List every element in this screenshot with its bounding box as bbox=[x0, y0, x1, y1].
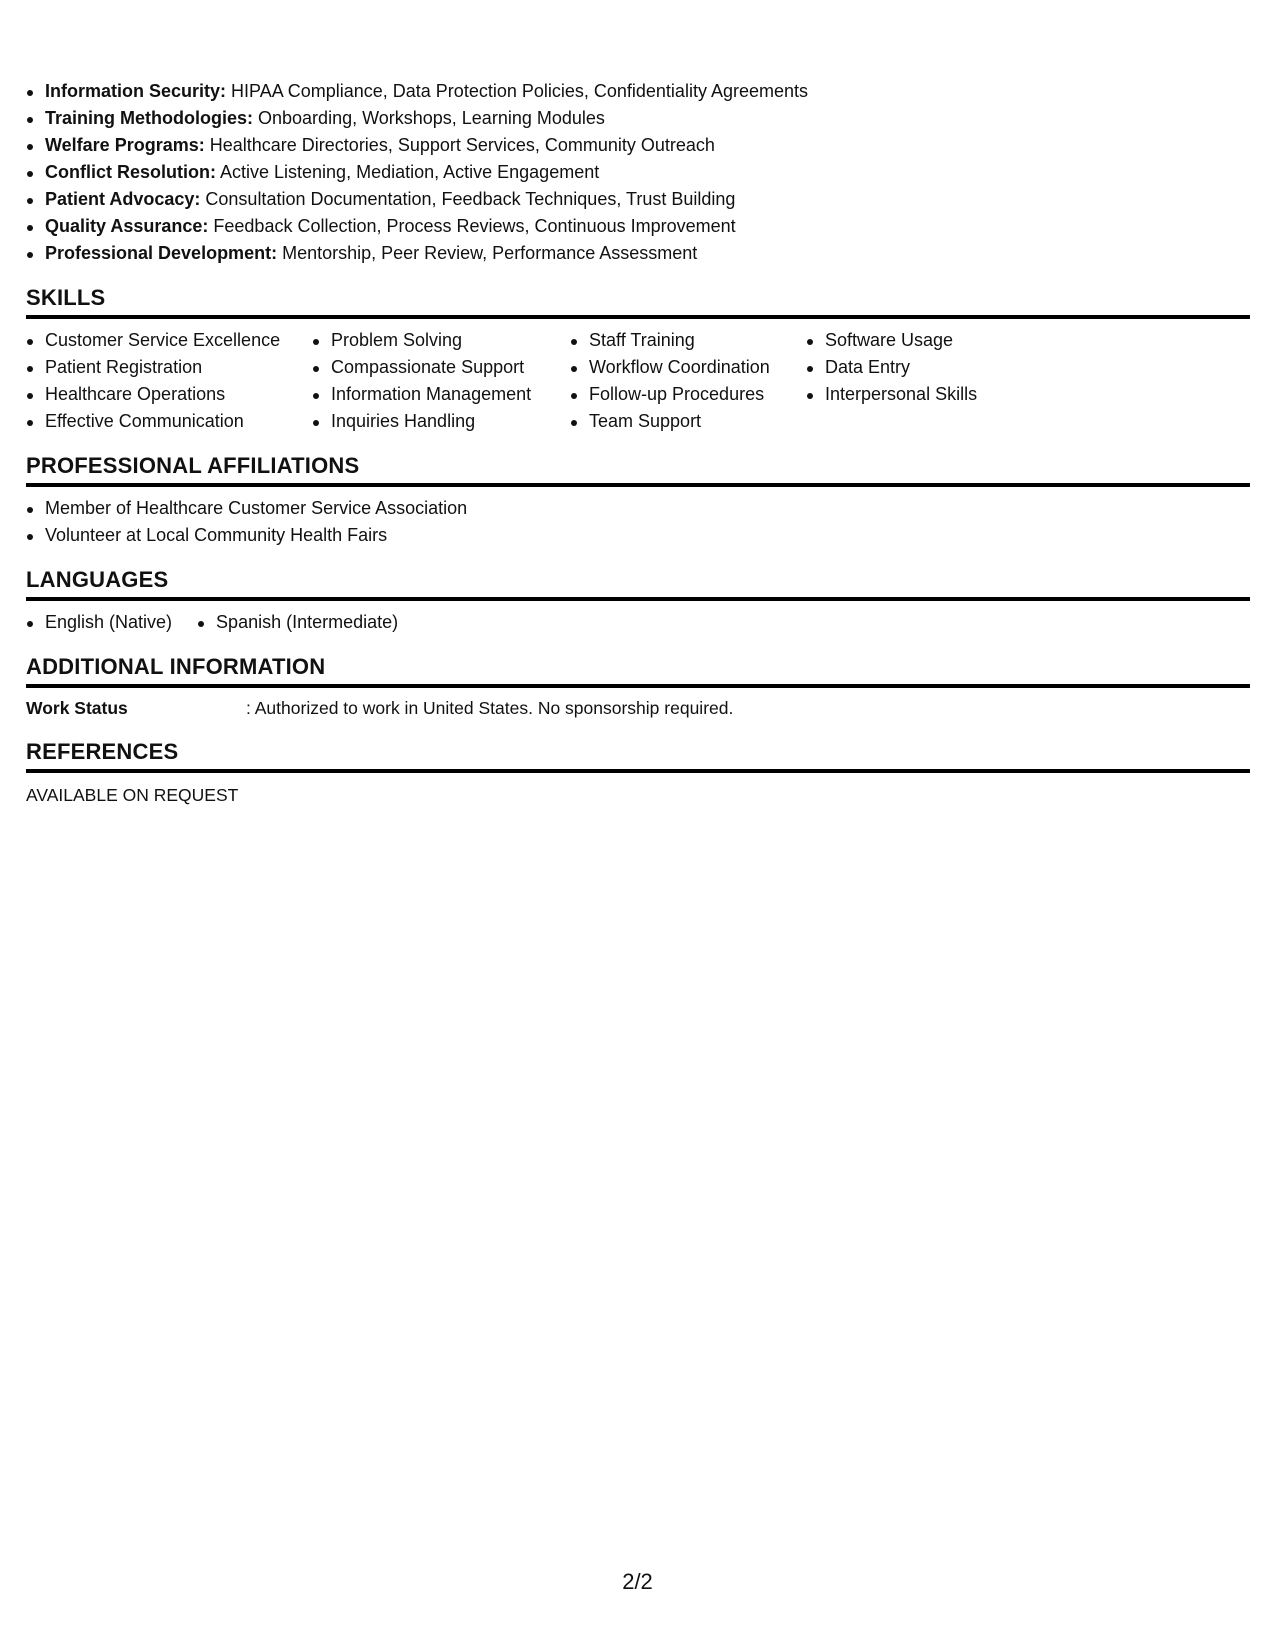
skills-column bbox=[312, 327, 570, 435]
skills-grid bbox=[26, 327, 1250, 435]
affiliations-list bbox=[26, 495, 1250, 549]
knowledge-value: Healthcare Directories, Support Services, Community Outreach bbox=[209, 135, 715, 155]
skills-section bbox=[26, 285, 1250, 435]
work-status-row bbox=[26, 696, 1250, 721]
section-heading-languages: LANGUAGES bbox=[26, 567, 1250, 601]
affiliation-item: Volunteer at Local Community Health Fairs bbox=[26, 522, 1250, 549]
list-item bbox=[26, 213, 1250, 240]
knowledge-value: Mentorship, Peer Review, Performance Assessment bbox=[282, 243, 698, 263]
list-item bbox=[26, 159, 1250, 186]
knowledge-value: Active Listening, Mediation, Active Engagement bbox=[220, 162, 600, 182]
knowledge-key: Professional Development: bbox=[45, 243, 278, 263]
resume-page-2 bbox=[26, 78, 1250, 808]
knowledge-list bbox=[26, 78, 1250, 267]
language-item: English (Native) bbox=[26, 609, 172, 636]
affiliation-item: Member of Healthcare Customer Service Association bbox=[26, 495, 1250, 522]
skill-item: Staff Training bbox=[570, 327, 806, 354]
knowledge-value: Onboarding, Workshops, Learning Modules bbox=[258, 108, 605, 128]
section-heading-affiliations: PROFESSIONAL AFFILIATIONS bbox=[26, 453, 1250, 487]
affiliations-section bbox=[26, 453, 1250, 549]
additional-info-section bbox=[26, 654, 1250, 721]
knowledge-key: Training Methodologies: bbox=[45, 108, 253, 128]
list-item bbox=[26, 240, 1250, 267]
skill-item: Data Entry bbox=[806, 354, 1066, 381]
list-item bbox=[26, 78, 1250, 105]
skills-column bbox=[570, 327, 806, 435]
knowledge-value: HIPAA Compliance, Data Protection Policies, Confidentiality Agreements bbox=[231, 81, 808, 101]
skill-item: Workflow Coordination bbox=[570, 354, 806, 381]
references-text: AVAILABLE ON REQUEST bbox=[26, 785, 239, 805]
knowledge-key: Conflict Resolution: bbox=[45, 162, 216, 182]
knowledge-key: Patient Advocacy: bbox=[45, 189, 201, 209]
language-item: Spanish (Intermediate) bbox=[197, 609, 398, 636]
skill-item: Effective Communication bbox=[26, 408, 312, 435]
skill-item: Team Support bbox=[570, 408, 806, 435]
skill-item: Compassionate Support bbox=[312, 354, 570, 381]
work-status-value: : Authorized to work in United States. No sponsorship required. bbox=[246, 698, 734, 718]
knowledge-key: Welfare Programs: bbox=[45, 135, 205, 155]
skill-item: Inquiries Handling bbox=[312, 408, 570, 435]
skill-item: Patient Registration bbox=[26, 354, 312, 381]
skill-item: Information Management bbox=[312, 381, 570, 408]
references-section bbox=[26, 739, 1250, 808]
skill-item: Interpersonal Skills bbox=[806, 381, 1066, 408]
knowledge-value: Feedback Collection, Process Reviews, Continuous Improvement bbox=[213, 216, 736, 236]
skill-item: Problem Solving bbox=[312, 327, 570, 354]
languages-list bbox=[26, 609, 1250, 636]
section-heading-skills: SKILLS bbox=[26, 285, 1250, 319]
section-heading-references: REFERENCES bbox=[26, 739, 1250, 773]
skill-item: Software Usage bbox=[806, 327, 1066, 354]
knowledge-value: Consultation Documentation, Feedback Techniques, Trust Building bbox=[205, 189, 736, 209]
skills-column bbox=[806, 327, 1066, 435]
skill-item: Customer Service Excellence bbox=[26, 327, 312, 354]
page-number: 2/2 bbox=[622, 1569, 653, 1594]
list-item bbox=[26, 186, 1250, 213]
work-status-label: Work Status bbox=[26, 698, 128, 718]
knowledge-key: Information Security: bbox=[45, 81, 227, 101]
skill-item: Follow-up Procedures bbox=[570, 381, 806, 408]
languages-section bbox=[26, 567, 1250, 636]
skill-item: Healthcare Operations bbox=[26, 381, 312, 408]
section-heading-additional-info: ADDITIONAL INFORMATION bbox=[26, 654, 1250, 688]
list-item bbox=[26, 105, 1250, 132]
knowledge-key: Quality Assurance: bbox=[45, 216, 209, 236]
skills-column bbox=[26, 327, 312, 435]
list-item bbox=[26, 132, 1250, 159]
